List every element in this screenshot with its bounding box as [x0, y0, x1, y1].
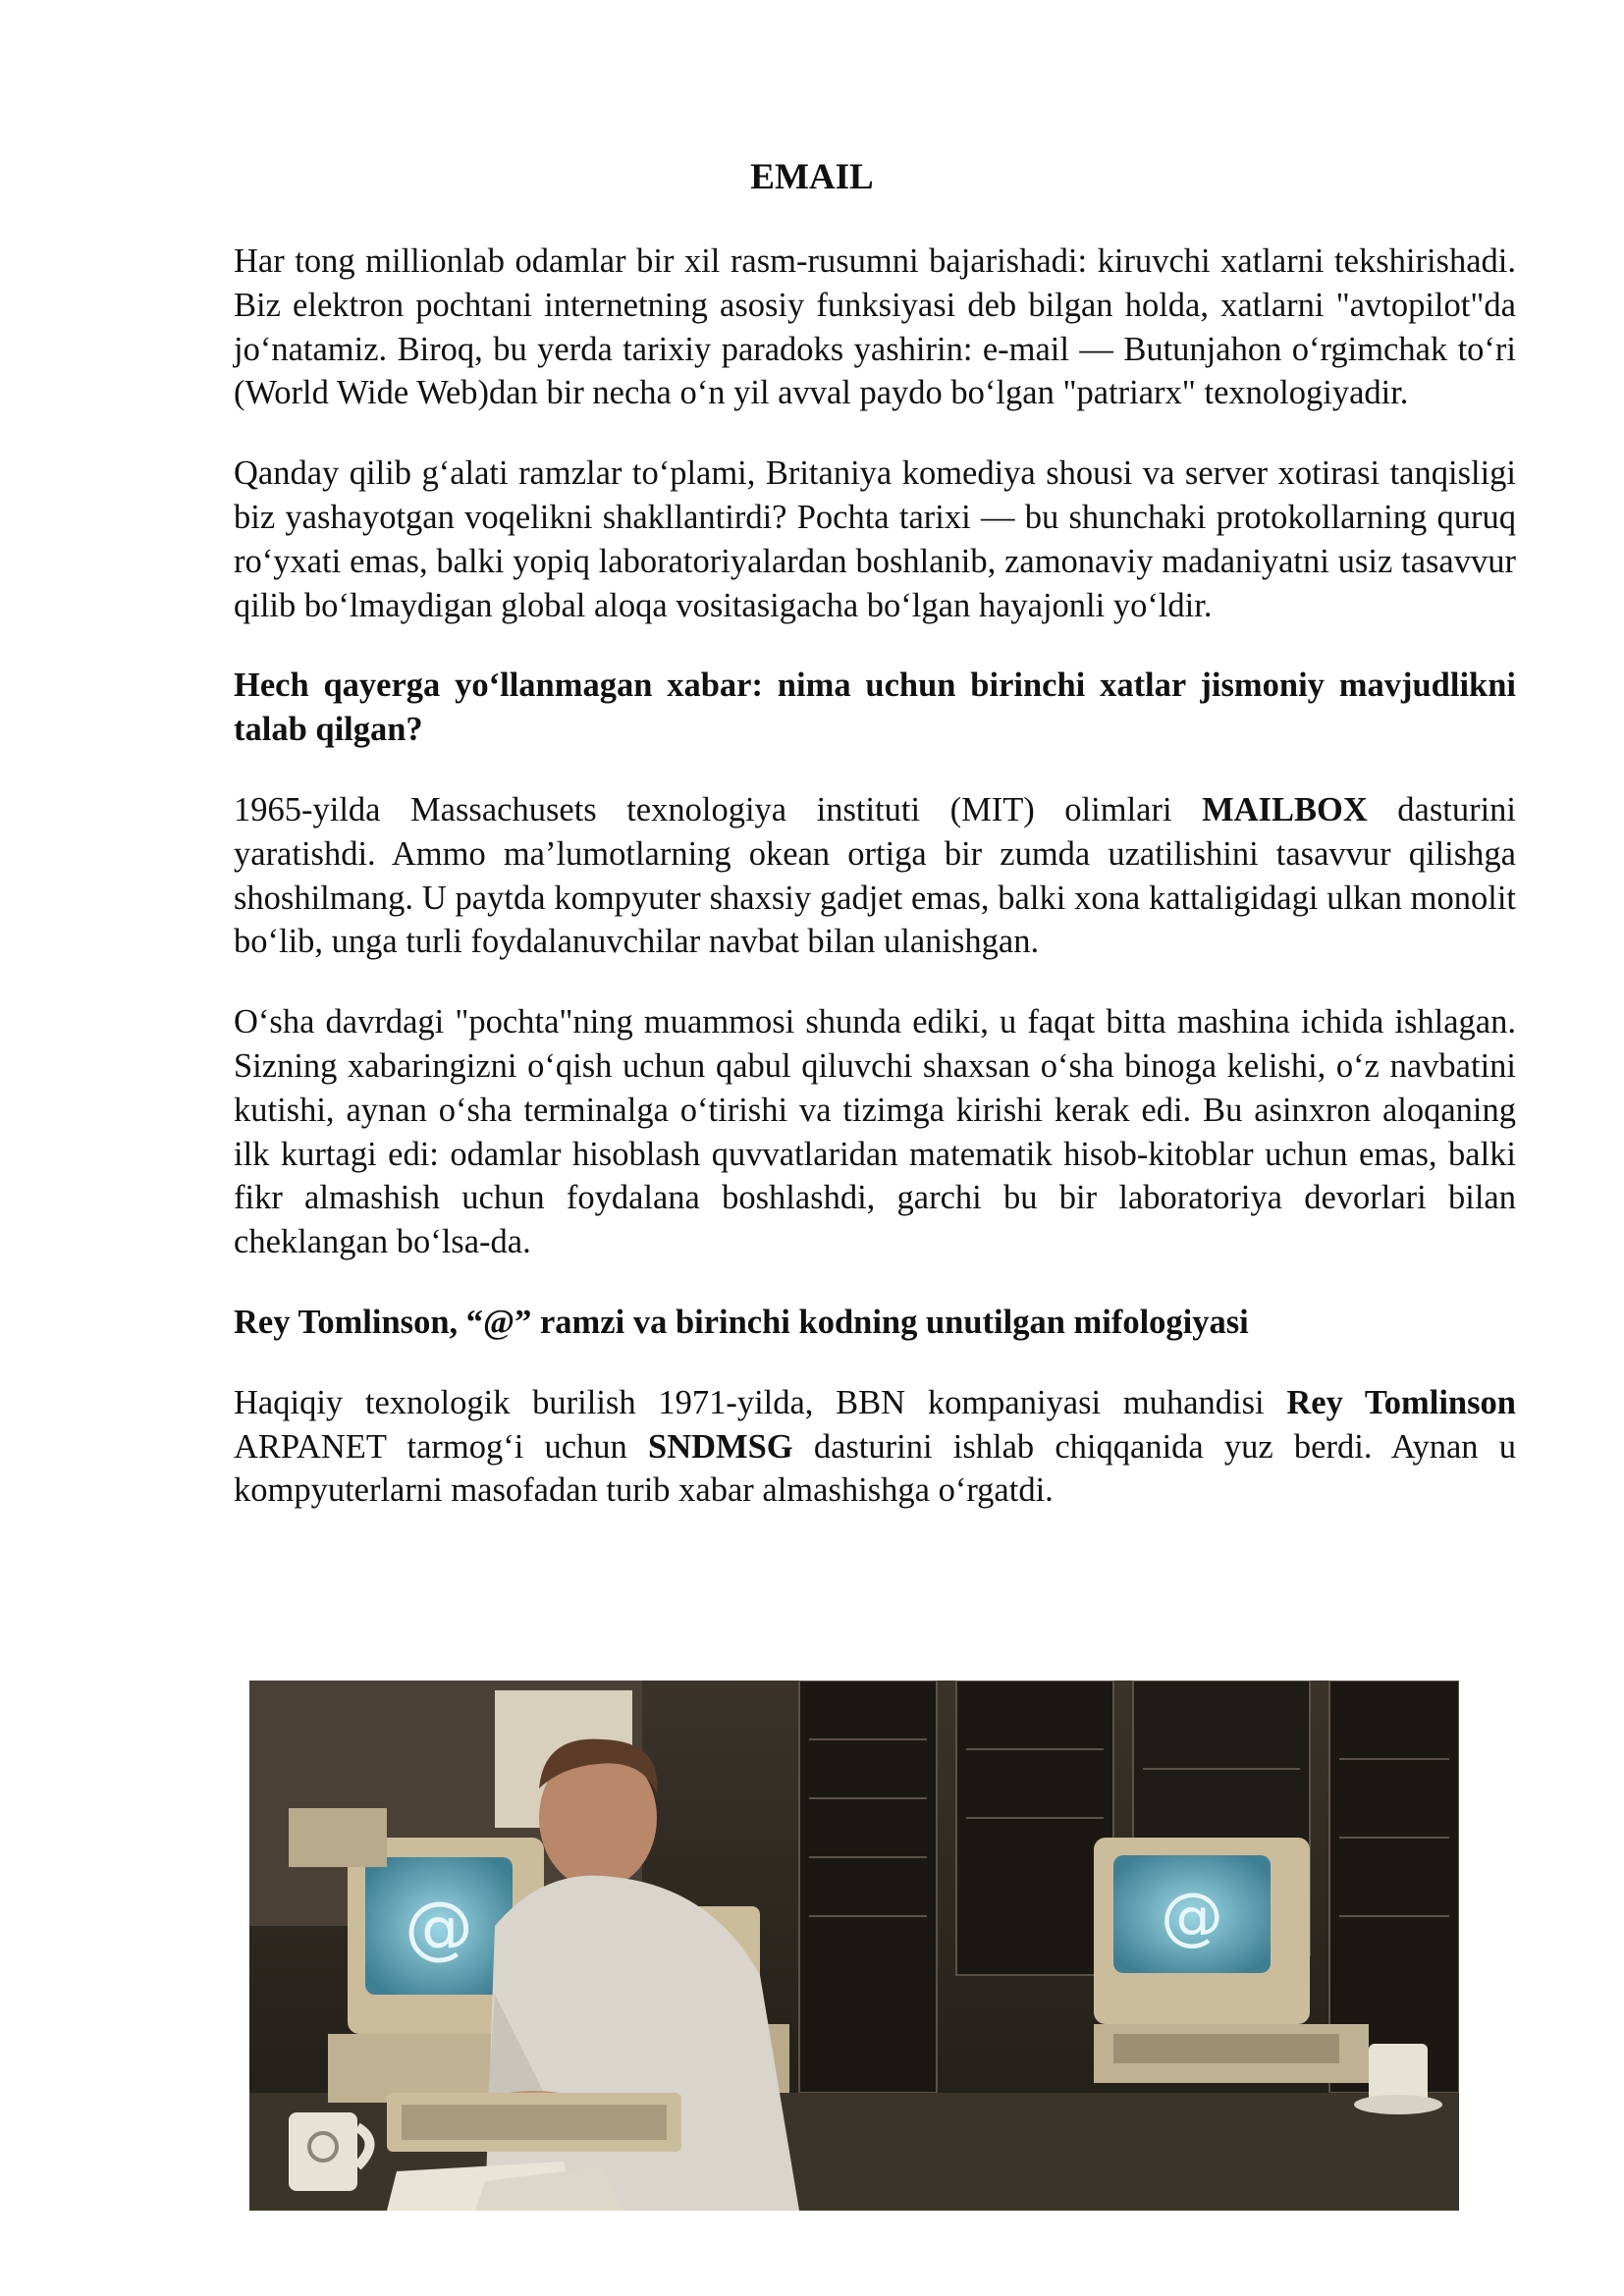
screen-at-glyph: @ — [405, 1887, 473, 1967]
paragraph-intro: Har tong millionlab odamlar bir xil rasm-rusumni bajarishadi: kiruvchi xatlarni tekshirishadi. Biz elektron pochtani internetning asosiy funksiyasi deb bilgan holda, xatlarni "avtopilot"da jo‘natamiz. Biroq, bu yerda tarixiy paradoks yashirin: e-mail — Butunjahon o‘rgimchak to‘ri (World Wide Web)dan bir necha o‘n yil avval paydo bo‘lgan "patriarx" texnologiyadir. — [234, 242, 1516, 412]
section-heading-first-letters: Hech qayerga yo‘llanmagan xabar: nima uchun birinchi xatlar jismoniy mavjudlikni talab qilgan? — [234, 667, 1516, 749]
paragraph-mailbox — [234, 788, 1516, 964]
bold-term-mailbox: MAILBOX — [1202, 790, 1368, 828]
article-body — [234, 240, 1516, 1549]
text-run: dasturini ishlab chiqqanida yuz berdi. Aynan u kompyuterlarni masofadan turib xabar almashishga o‘rgatdi. — [234, 1427, 1516, 1510]
keyboard — [387, 2093, 681, 2152]
screen-at-glyph: @ — [1161, 1881, 1223, 1953]
page-title: EMAIL — [750, 157, 874, 197]
bold-term-sndmsg: SNDMSG — [648, 1427, 793, 1466]
text-run: Haqiqiy texnologik burilish 1971-yilda, BBN kompaniyasi muhandisi — [234, 1383, 1287, 1421]
text-run: ARPANET tarmog‘i uchun — [234, 1427, 649, 1466]
section-heading-tomlinson: Rey Tomlinson, “@” ramzi va birinchi kodning unutilgan mifologiyasi — [234, 1303, 1249, 1341]
paragraph-history: Qanday qilib g‘alati ramzlar to‘plami, Britaniya komediya shousi va server xotirasi tanqisligi biz yashayotgan voqelikni shakllantirdi? Pochta tarixi — bu shunchaki protokollarning quruq ro‘yxati emas, balki yopiq laboratoriyalardan boshlanib, zamonaviy madaniyatni usiz tasavvur qilib bo‘lmaydigan global aloqa vositasigacha bo‘lgan hayajonli yo‘ldir. — [234, 454, 1516, 624]
text-run: dasturini yaratishdi. Ammo ma’lumotlarning okean ortiga bir zumda uzatilishini tasavvur qilishga shoshilmang. U paytda kompyuter shaxsiy gadjet emas, balki xona kattaligidagi ulkan monolit bo‘lib, unga turli foydalanuvchilar navbat bilan ulanishgan. — [234, 790, 1517, 961]
text-run: 1965-yilda Massachusets texnologiya instituti (MIT) olimlari — [234, 790, 1203, 828]
illustration-engineer-at-terminals — [249, 1681, 1459, 2211]
paragraph-tomlinson — [234, 1381, 1516, 1513]
paragraph-single-machine: O‘sha davrdagi "pochta"ning muammosi shunda ediki, u faqat bitta mashina ichida ishlagan. Sizning xabaringizni o‘qish uchun qabul qiluvchi shaxsan o‘sha binoga kelishi, o‘z navbatini kutishi, aynan o‘sha terminalga o‘tirishi va tizimga kirishi kerak edi. Bu asinxron aloqaning ilk kurtagi edi: odamlar hisoblash quvvatlaridan matematik hisob-kitoblar uchun emas, balki fikr almashish uchun foydalana boshlashdi, garchi bu bir laboratoriya devorlari bilan cheklangan bo‘lsa-da. — [234, 1003, 1516, 1261]
bold-name-tomlinson: Rey Tomlinson — [1286, 1383, 1516, 1421]
illustration-svg — [249, 1681, 1459, 2211]
